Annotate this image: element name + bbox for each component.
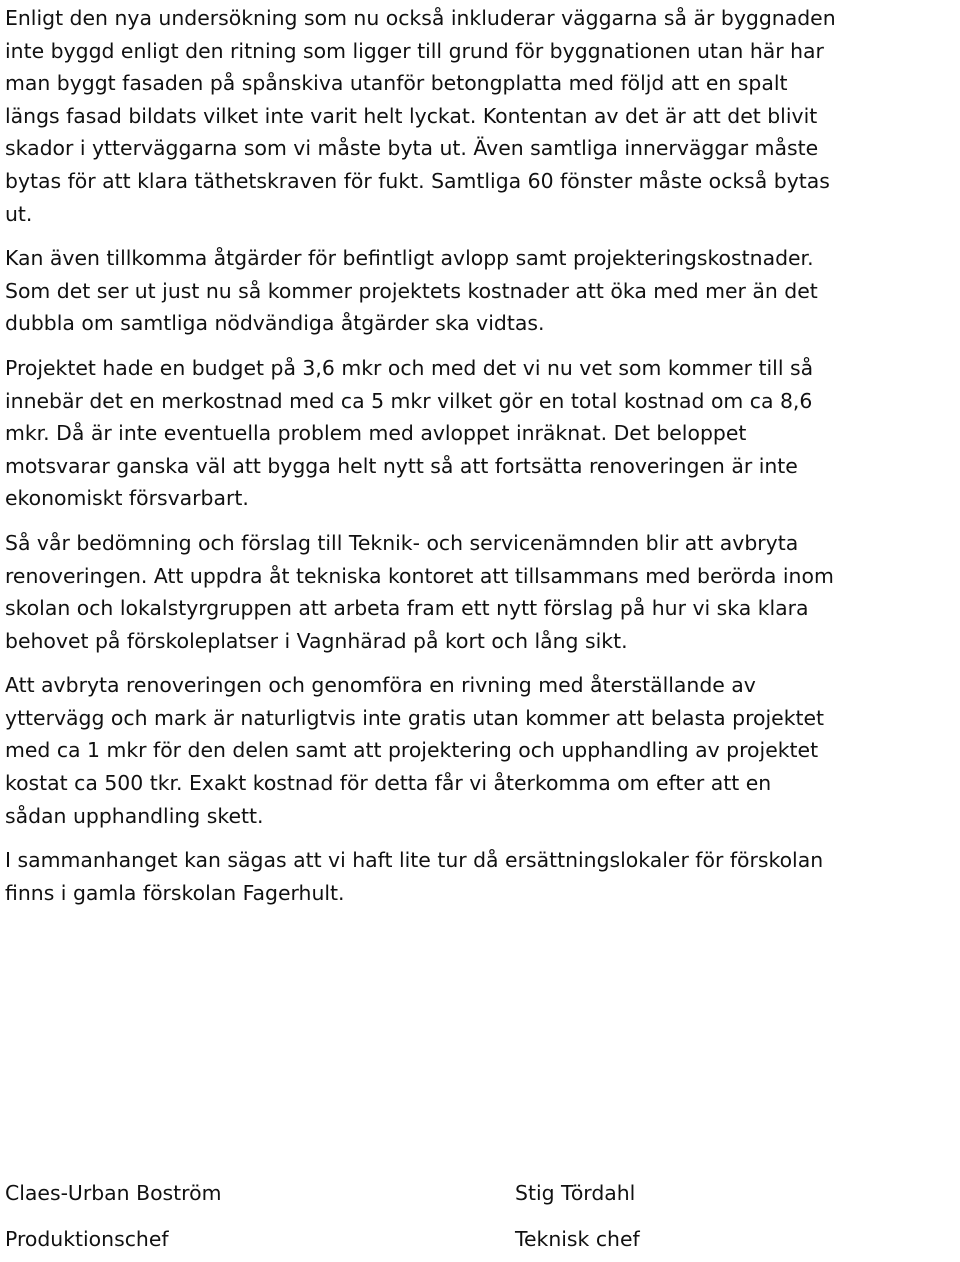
paragraph-line: ut. [5,201,33,226]
paragraph-line: I sammanhanget kan sägas att vi haft lite tur då ersättningslokaler för förskolan [5,848,824,873]
paragraph-line: behovet på förskoleplatser i Vagnhärad på kort och lång sikt. [5,628,628,653]
paragraph-line: skador i ytterväggarna som vi måste byta ut. Även samtliga innerväggar måste [5,136,819,161]
paragraph-2 [5,242,957,340]
paragraph-line: ekonomiskt försvarbart. [5,486,249,511]
paragraph-3 [5,352,957,515]
paragraph-line: Så vår bedömning och förslag till Teknik- och servicenämnden blir att avbryta [5,530,799,555]
paragraph-line: renoveringen. Att uppdra åt tekniska kontoret att tillsammans med berörda inom [5,563,834,588]
paragraph-line: bytas för att klara täthetskraven för fukt. Samtliga 60 fönster måste också bytas [5,168,830,193]
signatory-name: Stig Tördahl [515,1181,636,1205]
paragraph-line: finns i gamla förskolan Fagerhult. [5,880,345,905]
paragraph-5 [5,669,957,832]
paragraph-line: Att avbryta renoveringen och genomföra en rivning med återställande av [5,673,756,698]
paragraph-line: Som det ser ut just nu så kommer projektets kostnader att öka med mer än det [5,278,818,303]
signature-block [5,1170,955,1251]
paragraph-line: dubbla om samtliga nödvändiga åtgärder ska vidtas. [5,311,545,336]
signatory-name: Claes-Urban Boström [5,1181,222,1205]
paragraph-4 [5,527,957,657]
signature-left [5,1170,221,1262]
paragraph-line: Enligt den nya undersökning som nu också inkluderar väggarna så är byggnaden [5,6,836,30]
paragraph-line: mkr. Då är inte eventuella problem med avloppet inräknat. Det beloppet [5,421,747,446]
paragraph-line: längs fasad bildats vilket inte varit helt lyckat. Kontentan av det är att det blivit [5,103,818,128]
paragraph-line: innebär det en merkostnad med ca 5 mkr vilket gör en total kostnad om ca 8,6 [5,388,813,413]
paragraph-line: Kan även tillkomma åtgärder för befintligt avlopp samt projekteringskostnader. [5,246,814,271]
paragraph-line: kostat ca 500 tkr. Exakt kostnad för detta får vi återkomma om efter att en [5,771,772,796]
signatory-title: Teknisk chef [515,1227,640,1251]
paragraph-line: skolan och lokalstyrgruppen att arbeta fram ett nytt förslag på hur vi ska klara [5,596,809,621]
paragraph-line: motsvarar ganska väl att bygga helt nytt så att fortsätta renoveringen är inte [5,453,798,478]
paragraph-6 [5,844,957,909]
signature-right [515,1170,640,1262]
paragraph-line: yttervägg och mark är naturligtvis inte gratis utan kommer att belasta projektet [5,705,825,730]
document-body [5,0,957,921]
paragraph-line: inte byggd enligt den ritning som ligger till grund för byggnationen utan här har [5,38,824,63]
paragraph-1 [5,2,957,230]
signatory-title: Produktionschef [5,1227,169,1251]
paragraph-line: man byggt fasaden på spånskiva utanför betongplatta med följd att en spalt [5,71,788,96]
paragraph-line: Projektet hade en budget på 3,6 mkr och med det vi nu vet som kommer till så [5,355,814,380]
paragraph-line: sådan upphandling skett. [5,803,264,828]
paragraph-line: med ca 1 mkr för den delen samt att projektering och upphandling av projektet [5,738,819,763]
